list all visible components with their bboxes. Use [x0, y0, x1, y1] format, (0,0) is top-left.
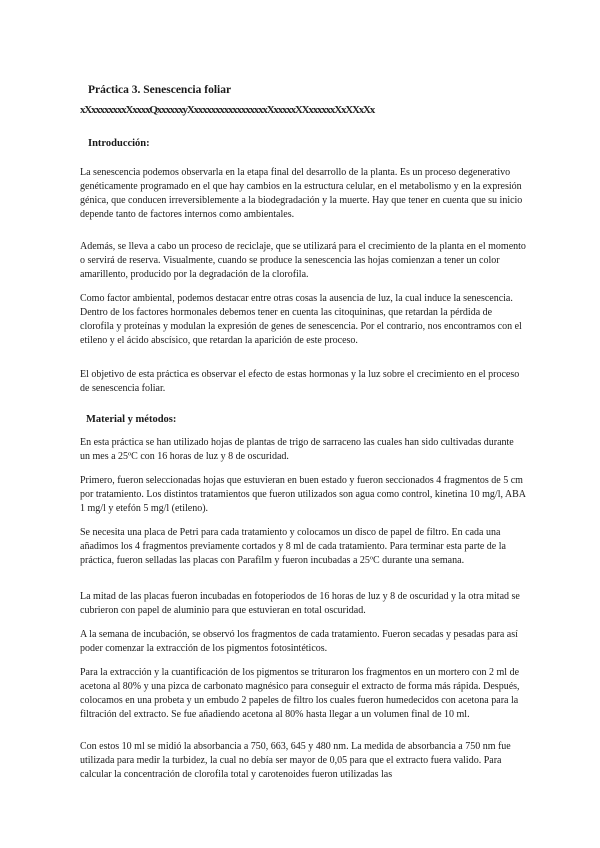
methods-paragraph-4: La mitad de las placas fueron incubadas en fotoperiodos de 16 horas de luz y 8 de oscuridad y la otra mitad se cubrieron con papel de aluminio para que estuvieran en total oscuridad. — [80, 591, 520, 616]
section-heading-introduccion: Introducción: — [88, 138, 150, 149]
methods-paragraph-2: Primero, fueron seleccionadas hojas que estuvieran en buen estado y fueron seccionados 4 fragmentos de 5 cm por tratamiento. Los distintos tratamientos que fueron utilizados son agua como control, kinetina 10 mg/l, ABA 1 mg/l y etefón 5 mg/l (etileno). — [80, 475, 526, 514]
document-title: Práctica 3. Senescencia foliar — [88, 84, 232, 96]
intro-paragraph-1: La senescencia podemos observarla en la etapa final del desarrollo de la planta. Es un proceso degenerativo genéticamente programado en el que hay cambios en la estructura celular, en el metabolismo y en la expresión génica, que conducen irreversiblemente a la biodegradación y la muerte. Hay que tener en cuenta que su inicio depende tanto de factores internos como ambientales. — [80, 167, 523, 220]
methods-paragraph-7: Con estos 10 ml se midió la absorbancia a 750, 663, 645 y 480 nm. La medida de absorbancia a 750 nm fue utilizada para medir la turbidez, la cual no debía ser mayor de 0,05 para que el extracto fuera valido. Para calcular la concentración de clorofila total y carotenoides fueron utilizadas las — [80, 741, 511, 780]
methods-paragraph-5: A la semana de incubación, se observó los fragmentos de cada tratamiento. Fueron secadas y pesadas para así poder comenzar la extracción de los pigmentos fotosintéticos. — [80, 629, 518, 654]
section-heading-material: Material y métodos: — [86, 414, 177, 425]
redacted-author-line: xXxxxxxxxxXxxxxQxxxxxxyXxxxxxxxxxxxxxxxxxXxxxxxXXxxxxxxXxXXxXx — [80, 104, 375, 116]
methods-paragraph-6: Para la extracción y la cuantificación de los pigmentos se trituraron los fragmentos en un mortero con 2 ml de acetona al 80% y una pizca de carbonato magnésico para conseguir el extracto de forma más rápida. Después, colocamos en una probeta y un embudo 2 papeles de filtro los cuales fueron humedecidos con acetona para la filtración del extracto. Se fue añadiendo acetona al 80% hasta llegar a un volumen final de 10 ml. — [80, 667, 520, 720]
methods-paragraph-1: En esta práctica se han utilizado hojas de plantas de trigo de sarraceno las cuales han sido cultivadas durante un mes a 25ºC con 16 horas de luz y 8 de oscuridad. — [80, 437, 514, 462]
methods-paragraph-3: Se necesita una placa de Petri para cada tratamiento y colocamos un disco de papel de filtro. En cada una añadimos los 4 fragmentos previamente cortados y 8 ml de cada tratamiento. Para terminar esta parte de la práctica, fueron selladas las placas con Parafilm y fueron incubadas a 25ºC durante una semana. — [80, 527, 506, 566]
intro-paragraph-2: Además, se lleva a cabo un proceso de reciclaje, que se utilizará para el crecimiento de la planta en el momento o servirá de reserva. Visualmente, cuando se produce la senescencia las hojas comienzan a tener un color amarillento, producido por la degradación de la clorofila. — [80, 241, 526, 280]
intro-paragraph-4: El objetivo de esta práctica es observar el efecto de estas hormonas y la luz sobre el crecimiento en el proceso de senescencia foliar. — [80, 369, 520, 394]
intro-paragraph-3: Como factor ambiental, podemos destacar entre otras cosas la ausencia de luz, la cual induce la senescencia. Dentro de los factores hormonales debemos tener en cuenta las citoquininas, que retardan la pérdida de clorofila y proteínas y modulan la expresión de genes de senescencia. Por el contrario, nos encontramos con el etileno y el ácido abscísico, que retardan la aparición de este proceso. — [80, 293, 522, 346]
